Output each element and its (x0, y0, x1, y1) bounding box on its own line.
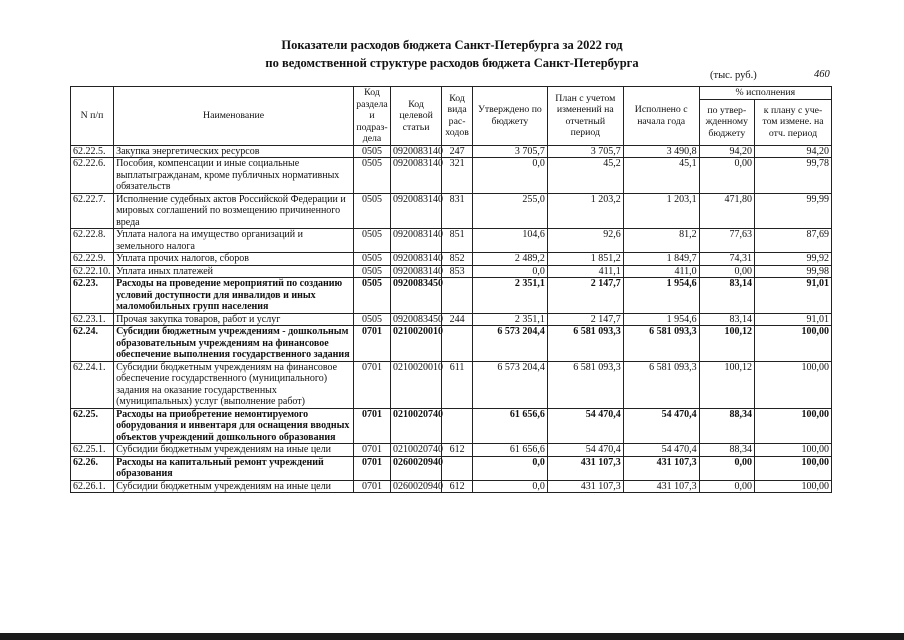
cell-num: 62.22.10. (71, 265, 114, 278)
cell-plan: 431 107,3 (547, 456, 623, 480)
cell-type (442, 278, 473, 314)
table-row (71, 193, 832, 229)
cell-pct-approved: 83,14 (699, 278, 754, 314)
cell-section: 0701 (354, 361, 391, 408)
cell-executed: 81,2 (623, 229, 699, 253)
cell-type (442, 456, 473, 480)
cell-pct-plan: 100,00 (755, 361, 832, 408)
cell-section: 0505 (354, 229, 391, 253)
cell-type: 852 (442, 253, 473, 266)
cell-section: 0505 (354, 313, 391, 326)
cell-plan: 3 705,7 (547, 145, 623, 158)
cell-name: Субсидии бюджетным учреждениям на финансовое обеспечение государственного (муниципального) задания на оказание государственных (муниципальных) услуг (выполнение работ) (114, 361, 354, 408)
cell-plan: 45,2 (547, 158, 623, 194)
cell-type (442, 326, 473, 362)
cell-section: 0701 (354, 326, 391, 362)
cell-type (442, 408, 473, 444)
col-header-executed: Исполнено с начала года (623, 87, 699, 146)
cell-target: 0210020010 (390, 326, 441, 362)
table-row (71, 361, 832, 408)
cell-pct-approved: 88,34 (699, 444, 754, 457)
page-number: 460 (814, 69, 830, 80)
cell-executed: 411,0 (623, 265, 699, 278)
cell-executed: 3 490,8 (623, 145, 699, 158)
cell-approved: 0,0 (472, 265, 547, 278)
cell-pct-approved: 74,31 (699, 253, 754, 266)
cell-name: Уплата налога на имущество организаций и земельного налога (114, 229, 354, 253)
cell-pct-approved: 0,00 (699, 158, 754, 194)
cell-approved: 2 351,1 (472, 313, 547, 326)
cell-target: 0920083140 (390, 229, 441, 253)
cell-pct-plan: 87,69 (755, 229, 832, 253)
cell-section: 0701 (354, 456, 391, 480)
cell-type: 851 (442, 229, 473, 253)
cell-section: 0701 (354, 444, 391, 457)
cell-target: 0260020940 (390, 480, 441, 493)
cell-target: 0210020740 (390, 408, 441, 444)
cell-pct-plan: 99,98 (755, 265, 832, 278)
cell-name: Пособия, компенсации и иные социальные выплатыгражданам, кроме публичных нормативных обязательств (114, 158, 354, 194)
cell-section: 0701 (354, 408, 391, 444)
cell-approved: 255,0 (472, 193, 547, 229)
cell-executed: 1 849,7 (623, 253, 699, 266)
cell-pct-plan: 100,00 (755, 480, 832, 493)
cell-type: 612 (442, 444, 473, 457)
cell-name: Уплата прочих налогов, сборов (114, 253, 354, 266)
cell-approved: 0,0 (472, 480, 547, 493)
scan-bottom-edge (0, 633, 904, 640)
cell-name: Расходы на капитальный ремонт учреждений образования (114, 456, 354, 480)
cell-executed: 431 107,3 (623, 456, 699, 480)
cell-plan: 2 147,7 (547, 278, 623, 314)
cell-pct-approved: 83,14 (699, 313, 754, 326)
cell-pct-plan: 100,00 (755, 444, 832, 457)
cell-target: 0260020940 (390, 456, 441, 480)
cell-type: 612 (442, 480, 473, 493)
cell-pct-approved: 88,34 (699, 408, 754, 444)
table-row (71, 229, 832, 253)
cell-approved: 104,6 (472, 229, 547, 253)
cell-target: 0920083140 (390, 158, 441, 194)
col-header-pct-approved: по утвер-жденному бюджету (699, 99, 754, 145)
cell-target: 0920083140 (390, 193, 441, 229)
cell-pct-plan: 99,78 (755, 158, 832, 194)
col-header-pct-plan: к плану с уче-том измене. на отч. период (755, 99, 832, 145)
cell-pct-plan: 94,20 (755, 145, 832, 158)
cell-pct-approved: 100,12 (699, 361, 754, 408)
units-label: (тыс. руб.) (710, 70, 757, 81)
cell-approved: 6 573 204,4 (472, 361, 547, 408)
cell-target: 0920083140 (390, 253, 441, 266)
cell-num: 62.22.9. (71, 253, 114, 266)
col-header-name: Наименование (114, 87, 354, 146)
cell-pct-approved: 471,80 (699, 193, 754, 229)
cell-name: Расходы на проведение мероприятий по созданию условий доступности для инвалидов и иных маломобильных групп населения (114, 278, 354, 314)
cell-pct-plan: 91,01 (755, 313, 832, 326)
cell-num: 62.26. (71, 456, 114, 480)
cell-plan: 2 147,7 (547, 313, 623, 326)
col-header-num: N п/п (71, 87, 114, 146)
cell-plan: 6 581 093,3 (547, 326, 623, 362)
cell-plan: 1 851,2 (547, 253, 623, 266)
cell-pct-plan: 91,01 (755, 278, 832, 314)
table-row (71, 265, 832, 278)
table-row (71, 158, 832, 194)
cell-name: Исполнение судебных актов Российской Федерации и мировых соглашений по возмещению причиненного вреда (114, 193, 354, 229)
cell-name: Субсидии бюджетным учреждениям - дошкольным образовательным учреждениям на финансовое обеспечение выполнения государственного задания (114, 326, 354, 362)
cell-executed: 45,1 (623, 158, 699, 194)
cell-approved: 2 351,1 (472, 278, 547, 314)
cell-num: 62.23. (71, 278, 114, 314)
cell-pct-plan: 100,00 (755, 408, 832, 444)
cell-num: 62.22.5. (71, 145, 114, 158)
table-row (71, 326, 832, 362)
cell-plan: 6 581 093,3 (547, 361, 623, 408)
cell-num: 62.22.8. (71, 229, 114, 253)
cell-executed: 6 581 093,3 (623, 326, 699, 362)
cell-num: 62.23.1. (71, 313, 114, 326)
cell-target: 0920083140 (390, 265, 441, 278)
cell-executed: 54 470,4 (623, 408, 699, 444)
cell-section: 0505 (354, 145, 391, 158)
report-title-line1: Показатели расходов бюджета Санкт-Петербурга за 2022 год (281, 38, 623, 52)
cell-name: Прочая закупка товаров, работ и услуг (114, 313, 354, 326)
cell-target: 0920083450 (390, 278, 441, 314)
cell-pct-approved: 94,20 (699, 145, 754, 158)
cell-num: 62.22.7. (71, 193, 114, 229)
cell-section: 0505 (354, 253, 391, 266)
cell-section: 0505 (354, 265, 391, 278)
table-row (71, 408, 832, 444)
cell-section: 0505 (354, 158, 391, 194)
table-row (71, 313, 832, 326)
cell-section: 0701 (354, 480, 391, 493)
cell-pct-approved: 0,00 (699, 480, 754, 493)
cell-type: 853 (442, 265, 473, 278)
cell-pct-approved: 77,63 (699, 229, 754, 253)
cell-name: Закупка энергетических ресурсов (114, 145, 354, 158)
cell-section: 0505 (354, 278, 391, 314)
cell-approved: 2 489,2 (472, 253, 547, 266)
cell-section: 0505 (354, 193, 391, 229)
cell-pct-approved: 100,12 (699, 326, 754, 362)
cell-name: Субсидии бюджетным учреждениям на иные цели (114, 480, 354, 493)
cell-target: 0210020010 (390, 361, 441, 408)
cell-approved: 61 656,6 (472, 408, 547, 444)
cell-plan: 431 107,3 (547, 480, 623, 493)
cell-plan: 411,1 (547, 265, 623, 278)
cell-approved: 0,0 (472, 158, 547, 194)
cell-approved: 0,0 (472, 456, 547, 480)
cell-plan: 54 470,4 (547, 408, 623, 444)
col-header-approved: Утверждено по бюджету (472, 87, 547, 146)
cell-pct-approved: 0,00 (699, 456, 754, 480)
cell-name: Субсидии бюджетным учреждениям на иные цели (114, 444, 354, 457)
col-header-plan: План с учетом изменений на отчетный период (547, 87, 623, 146)
cell-type: 247 (442, 145, 473, 158)
cell-pct-plan: 100,00 (755, 326, 832, 362)
table-row (71, 456, 832, 480)
cell-approved: 6 573 204,4 (472, 326, 547, 362)
cell-executed: 431 107,3 (623, 480, 699, 493)
cell-target: 0920083140 (390, 145, 441, 158)
col-header-pct-group: % исполнения (699, 87, 831, 100)
cell-name: Уплата иных платежей (114, 265, 354, 278)
cell-num: 62.25.1. (71, 444, 114, 457)
budget-table (70, 86, 832, 493)
cell-num: 62.26.1. (71, 480, 114, 493)
cell-approved: 3 705,7 (472, 145, 547, 158)
cell-num: 62.24. (71, 326, 114, 362)
cell-target: 0210020740 (390, 444, 441, 457)
table-row (71, 444, 832, 457)
cell-type: 831 (442, 193, 473, 229)
cell-executed: 1 954,6 (623, 278, 699, 314)
col-header-type: Код вида рас-ходов (442, 87, 473, 146)
cell-pct-plan: 99,99 (755, 193, 832, 229)
cell-plan: 54 470,4 (547, 444, 623, 457)
cell-executed: 1 203,1 (623, 193, 699, 229)
cell-name: Расходы на приобретение немонтируемого оборудования и инвентаря для оснащения вводных объектов учреждений дошкольного образования (114, 408, 354, 444)
cell-target: 0920083450 (390, 313, 441, 326)
table-row (71, 145, 832, 158)
cell-type: 244 (442, 313, 473, 326)
cell-num: 62.22.6. (71, 158, 114, 194)
cell-pct-plan: 99,92 (755, 253, 832, 266)
col-header-target: Код целевой статьи (390, 87, 441, 146)
col-header-section: Код раздела и подраз-дела (354, 87, 391, 146)
cell-pct-plan: 100,00 (755, 456, 832, 480)
cell-type: 321 (442, 158, 473, 194)
cell-num: 62.25. (71, 408, 114, 444)
report-title-line2: по ведомственной структуре расходов бюджета Санкт-Петербурга (265, 56, 639, 70)
table-row (71, 278, 832, 314)
cell-plan: 1 203,2 (547, 193, 623, 229)
cell-approved: 61 656,6 (472, 444, 547, 457)
table-row (71, 253, 832, 266)
cell-executed: 6 581 093,3 (623, 361, 699, 408)
cell-executed: 1 954,6 (623, 313, 699, 326)
cell-plan: 92,6 (547, 229, 623, 253)
cell-executed: 54 470,4 (623, 444, 699, 457)
cell-num: 62.24.1. (71, 361, 114, 408)
cell-pct-approved: 0,00 (699, 265, 754, 278)
table-row (71, 480, 832, 493)
cell-type: 611 (442, 361, 473, 408)
